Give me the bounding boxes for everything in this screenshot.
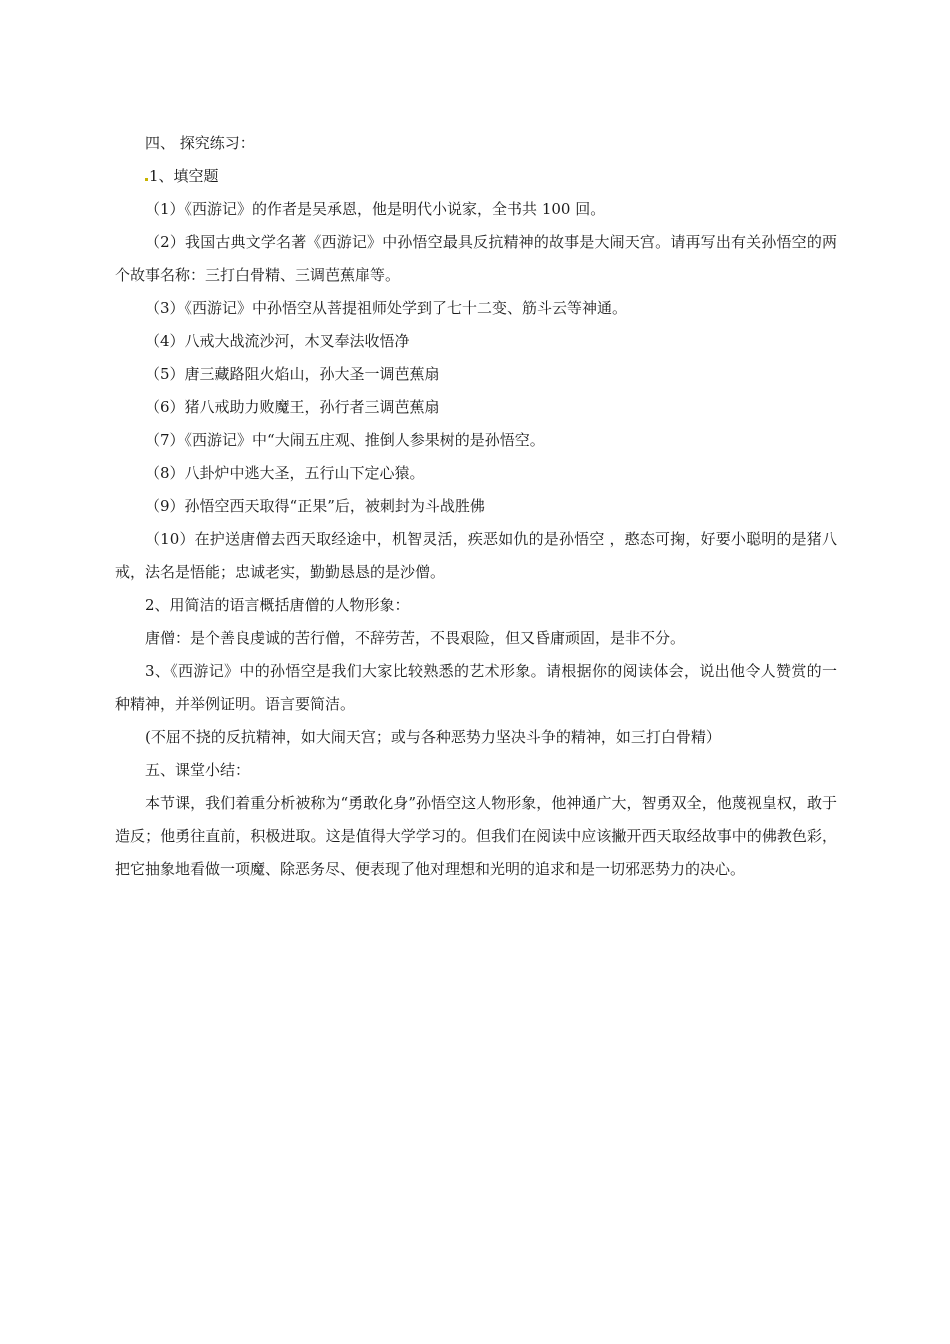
document-body	[115, 127, 837, 886]
q1-item-9: （9）孙悟空西天取得“正果”后，被刺封为斗战胜佛	[145, 497, 485, 515]
q1-item-10: （10）在护送唐僧去西天取经途中，机智灵活，疾恶如仇的是孙悟空 ，憨态可掬，好要小聪明的是猪八戒，法名是悟能；忠诚老实，勤勤恳恳的是沙僧。	[115, 530, 837, 581]
q1-item-2: （2）我国古典文学名著《西游记》中孙悟空最具反抗精神的故事是大闹天宫。请再写出有关孙悟空的两个故事名称：三打白骨精、三调芭蕉扉等。	[115, 233, 837, 284]
section4-heading: 四、 探究练习：	[145, 134, 255, 152]
q1-item-4: （4）八戒大战流沙河，木叉奉法收悟净	[145, 332, 410, 350]
q1-heading	[115, 160, 837, 193]
q1-item-5: （5）唐三藏路阻火焰山，孙大圣一调芭蕉扇	[145, 365, 440, 383]
q2-heading: 2、用简洁的语言概括唐僧的人物形象：	[145, 596, 410, 614]
q1-item-3: （3）《西游记》中孙悟空从菩提祖师处学到了七十二变、筋斗云等神通。	[145, 299, 628, 317]
q1-item-7: （7）《西游记》中“大闹五庄观、推倒人参果树的是孙悟空。	[145, 431, 545, 449]
q1-item-1: （1）《西游记》的作者是吴承恩，他是明代小说家，全书共 100 回。	[145, 200, 606, 218]
section5-heading: 五、课堂小结：	[145, 761, 251, 779]
q1-item-6: （6）猪八戒助力败魔王，孙行者三调芭蕉扇	[145, 398, 440, 416]
q3-answer: (不屈不挠的反抗精神，如大闹天宫；或与各种恶势力坚决斗争的精神，如三打白骨精）	[145, 728, 721, 746]
edit-mark-icon	[145, 178, 148, 181]
q1-item-8: （8）八卦炉中逃大圣，五行山下定心猿。	[145, 464, 425, 482]
section5-body: 本节课，我们着重分析被称为“勇敢化身”孙悟空这人物形象，他神通广大，智勇双全，他蔑视皇权，敢于造反；他勇往直前，积极进取。这是值得大学学习的。但我们在阅读中应该撇开西天取经故事中的佛教色彩，把它抽象地看做一项魔、除恶务尽、便表现了他对理想和光明的追求和是一切邪恶势力的决心。	[115, 794, 837, 878]
q3-question: 3、《西游记》中的孙悟空是我们大家比较熟悉的艺术形象。请根据你的阅读体会，说出他令人赞赏的一种精神，并举例证明。语言要简洁。	[115, 662, 837, 713]
q2-answer: 唐僧：是个善良虔诚的苦行僧，不辞劳苦，不畏艰险，但又昏庸顽固，是非不分。	[145, 629, 686, 647]
q1-heading-text: 1、填空题	[149, 167, 219, 185]
